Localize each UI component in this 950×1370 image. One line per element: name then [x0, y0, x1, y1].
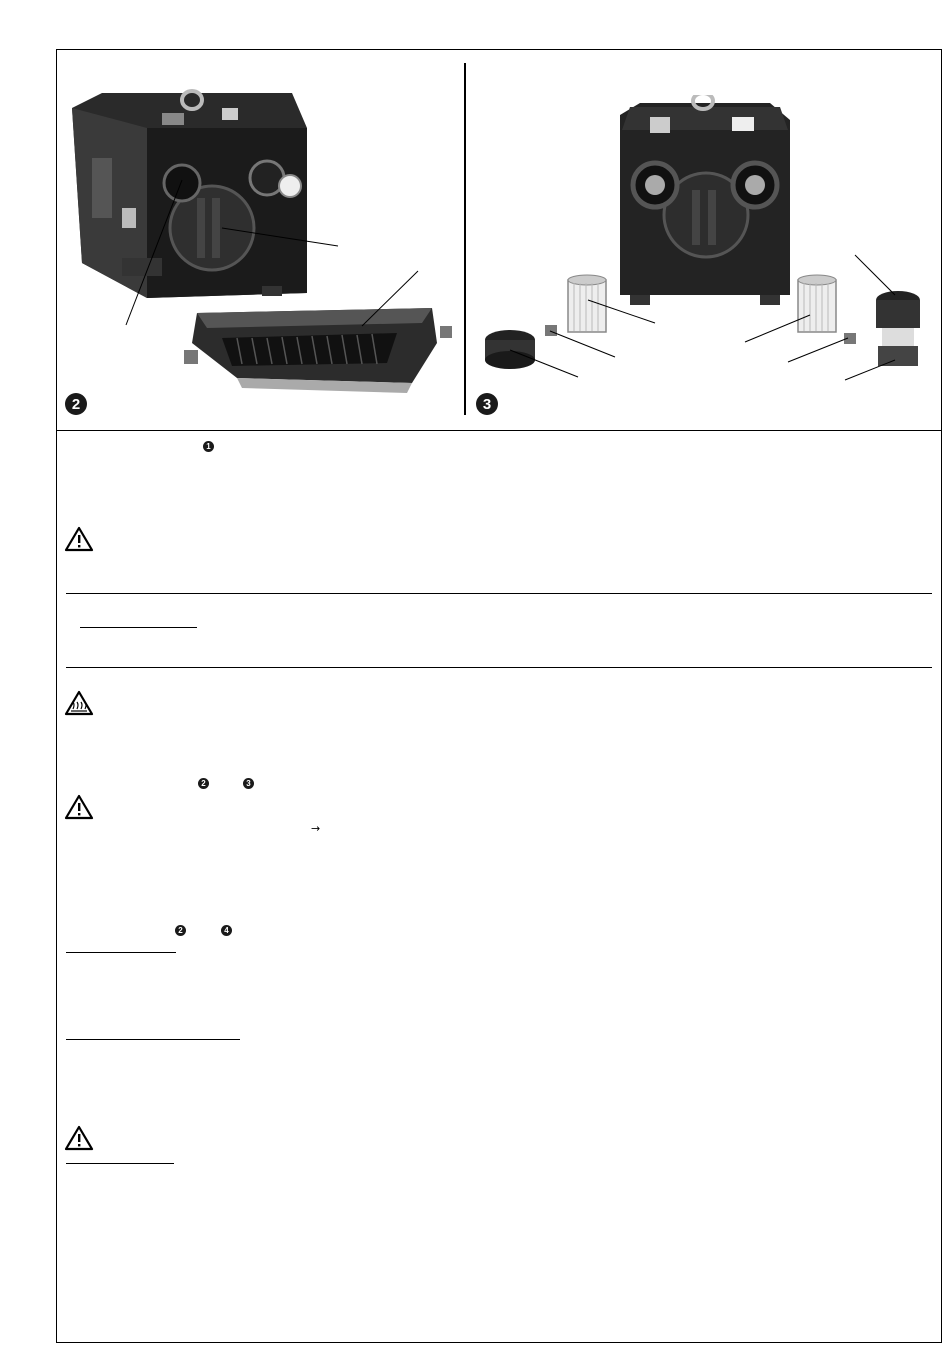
heading-underline-2	[66, 952, 176, 953]
figure-ref-2a: 2	[198, 778, 209, 789]
figure-divider	[464, 63, 466, 415]
section-rule-1	[66, 593, 932, 594]
arrow-symbol: →	[311, 822, 321, 835]
hot-surface-warning-icon	[64, 690, 94, 716]
figure-ref-1: 1	[203, 441, 214, 452]
figure-ref-4b: 4	[221, 925, 232, 936]
warning-triangle-icon-2	[64, 794, 94, 820]
figure-3-badge: 3	[476, 393, 498, 415]
figure-ref-3a: 3	[243, 778, 254, 789]
warning-triangle-icon	[64, 526, 94, 552]
heading-underline-4	[66, 1163, 174, 1164]
warning-triangle-icon-3	[64, 1125, 94, 1151]
figure-ref-2b: 2	[175, 925, 186, 936]
figure-2-pump-photo	[62, 88, 462, 418]
figure-bottom-rule	[56, 430, 942, 431]
heading-underline-1	[80, 627, 197, 628]
figure-2-badge: 2	[65, 393, 87, 415]
section-rule-2	[66, 667, 932, 668]
heading-underline-3	[66, 1039, 240, 1040]
figure-3-pump-photo	[470, 95, 940, 395]
